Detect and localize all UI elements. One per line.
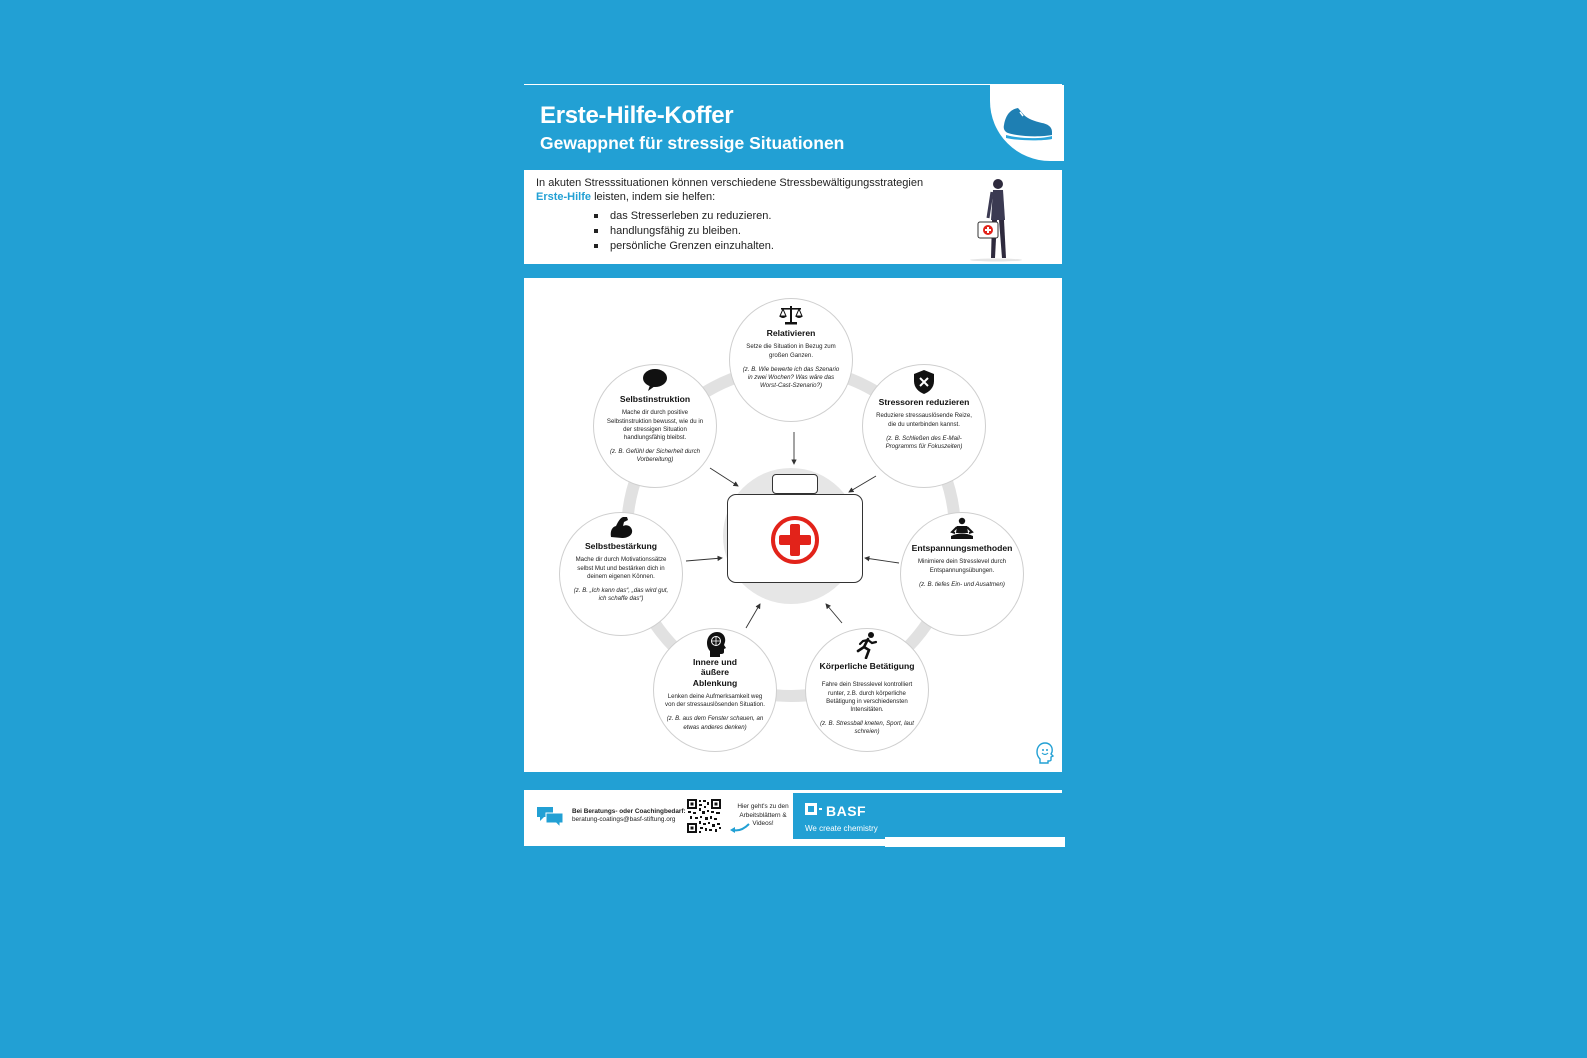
strategy-description: Lenken deine Aufmerksamkeit weg von der stressauslösenden Situation. — [665, 692, 765, 709]
speech-bubble-icon — [642, 368, 668, 392]
strategy-description: Reduziere stressauslösende Reize, die du unterbinden kannst. — [876, 412, 972, 428]
curved-arrow-icon — [729, 822, 751, 834]
intro-bullet-list — [594, 210, 774, 255]
arrow — [865, 558, 899, 563]
poster-header — [524, 84, 1062, 160]
intro-line-2 — [536, 191, 715, 203]
brand-name: BASF — [826, 803, 867, 819]
strategy-example: (z. B. Gefühl der Sicherheit durch Vorbereitung) — [609, 448, 701, 464]
sneaker-icon — [1002, 99, 1054, 143]
poster-footer — [524, 784, 1062, 846]
strategy-title: Entspannungsmethoden — [911, 543, 1013, 553]
strategy-node-entspannungsmethoden — [900, 512, 1024, 636]
arrow — [746, 604, 760, 628]
strategy-title: Selbstinstruktion — [619, 394, 691, 404]
qr-code[interactable] — [686, 798, 722, 834]
shoe-badge — [990, 85, 1064, 161]
strategy-description: Mache dir durch Motivationssätze selbst Mut und bestärken dich in deinem eigenen Können. — [575, 556, 667, 580]
strategy-example: (z. B. Stressball kneten, Sport, laut schreien) — [820, 720, 914, 736]
strategy-node-innere-aeussere-ablenkung — [653, 628, 777, 752]
strategy-title: Selbstbestärkung — [584, 541, 658, 551]
strategy-example: (z. B. Wie bewerte ich das Szenario in zwei Wochen? Was wäre das Worst-Cast-Szenario?) — [742, 365, 840, 390]
strategy-example: (z. B. „Ich kann das“, „das wird gut, ich schaffe das“) — [573, 586, 669, 603]
strategy-node-stressoren-reduzieren — [862, 364, 986, 488]
basf-logo-icon — [805, 803, 823, 817]
strategy-description: Minimiere dein Stresslevel durch Entspannungsübungen. — [917, 558, 1007, 574]
strategy-node-selbstinstruktion — [593, 364, 717, 488]
strategy-title: Körperliche Betätigung — [819, 661, 915, 671]
strategy-node-relativieren — [729, 298, 853, 422]
brand-block-cutout — [885, 837, 1065, 847]
strategy-title: Stressoren reduzieren — [878, 397, 970, 407]
strategy-description: Fahre dein Stresslevel kontrolliert runter, z.B. durch körperliche Betätigung in verschiedensten Intensitäten. — [821, 681, 913, 713]
intro-highlight: Erste-Hilfe — [536, 191, 592, 203]
strategy-description: Setze die Situation in Bezug zum großen Ganzen. — [746, 343, 836, 359]
intro-panel — [524, 170, 1062, 264]
contact-label: Bei Beratungs- oder Coachingbedarf: — [572, 808, 686, 815]
scales-icon — [778, 304, 804, 326]
flexed-arm-icon — [608, 515, 634, 539]
poster — [524, 84, 1062, 844]
intro-line-2-rest: leisten, indem sie helfen: — [591, 191, 716, 203]
intro-line-1: In akuten Stresssituationen können verschiedene Stressbewältigungsstrategien — [536, 177, 924, 189]
strategy-example: (z. B. tiefes Ein- und Ausatmen) — [919, 580, 1005, 588]
strategy-description: Mache dir durch positive Selbstinstruktion bewusst, wie du in der stressigen Situation handlungsfähig bleibst. — [606, 409, 704, 441]
running-icon — [854, 631, 880, 659]
brand-tagline: We create chemistry — [805, 824, 878, 833]
arrow — [826, 604, 842, 623]
poster-title: Erste-Hilfe-Koffer — [540, 102, 734, 129]
poster-subtitle: Gewappnet für stressige Situationen — [540, 133, 845, 153]
basf-brand-block — [793, 793, 1062, 839]
meditation-icon — [949, 517, 975, 541]
strategy-node-selbstbestaerkung — [559, 512, 683, 636]
person-with-first-aid-kit-illustration — [962, 174, 1026, 262]
contact-email[interactable]: beratung-coatings@basf-stiftung.org — [572, 816, 676, 823]
intro-bullet: handlungsfähig zu bleiben. — [594, 225, 774, 237]
strategy-diagram — [524, 278, 1062, 772]
strategy-title: Relativieren — [766, 328, 816, 338]
head-smile-icon — [1034, 742, 1054, 764]
brain-head-icon — [703, 631, 727, 657]
arrow — [686, 558, 722, 561]
intro-bullet: das Stresserleben zu reduzieren. — [594, 210, 774, 222]
arrow — [710, 468, 738, 486]
chat-bubbles-icon — [536, 805, 564, 827]
arrow — [849, 476, 876, 492]
strategy-title: Innere und äußere Ablenkung — [692, 657, 738, 688]
footer-divider — [524, 784, 1062, 790]
qr-caption: Hier geht's zu den Arbeitsblättern & Videos! — [737, 803, 789, 828]
intro-bullet: persönliche Grenzen einzuhalten. — [594, 240, 774, 252]
strategy-example: (z. B. Schließen des E-Mail-Programms für Fokuszeiten) — [885, 434, 963, 450]
strategy-node-koerperliche-betaetigung — [805, 628, 929, 752]
shield-icon — [912, 369, 936, 395]
strategy-example: (z. B. aus dem Fenster schauen, an etwas anderes denken) — [666, 715, 764, 731]
